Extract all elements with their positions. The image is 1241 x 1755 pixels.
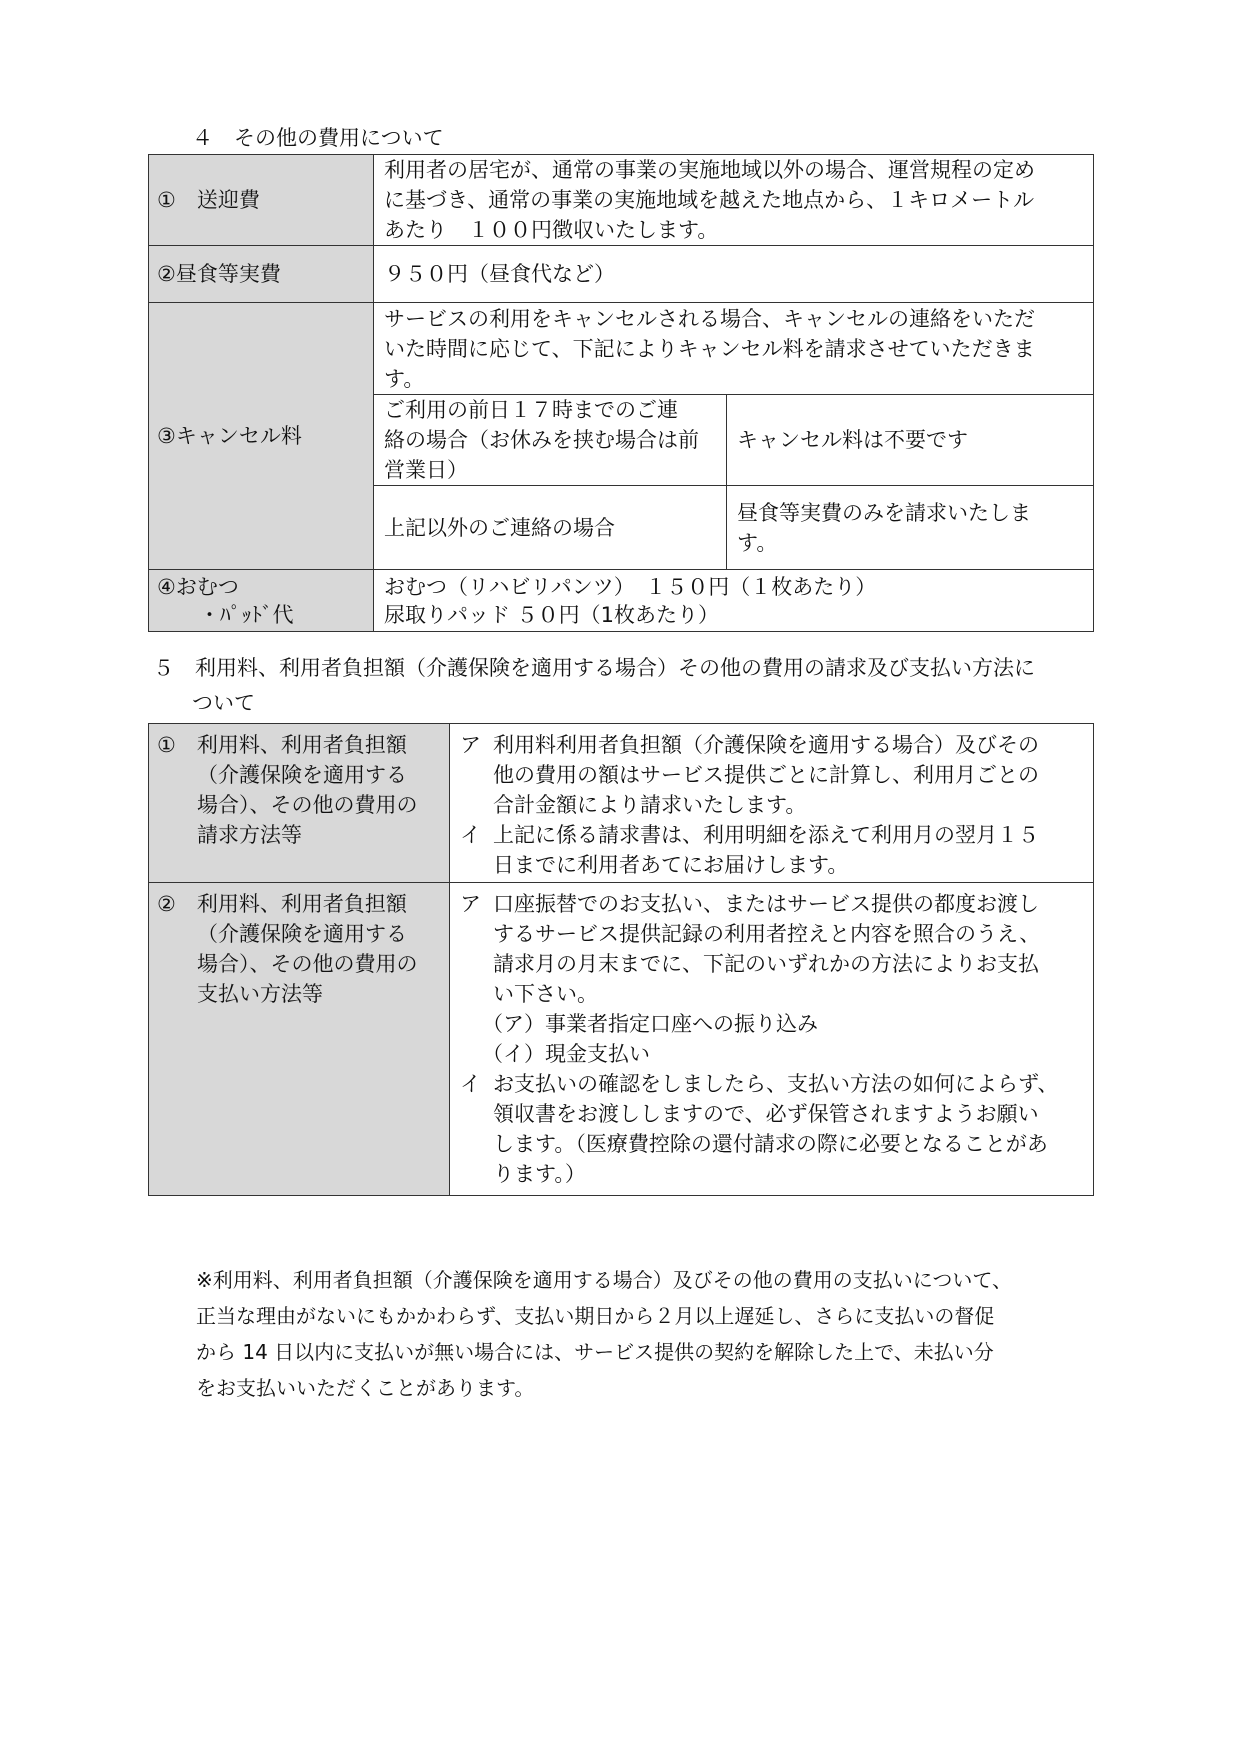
row-meal-fee — [149, 246, 1094, 303]
text-line: ご利用の前日１７時までのご連 — [384, 398, 678, 422]
text-line: に基づき、通常の事業の実施地域を越えた地点から、１キロメートル — [384, 188, 1035, 212]
text-line: ※利用料、利用者負担額（介護保険を適用する場合）及びその他の費用の支払いについて、 — [196, 1268, 1012, 1292]
text-line: します。（医療費控除の還付請求の際に必要となることがあ — [493, 1132, 1048, 1156]
text-line: 領収書をお渡ししますので、必ず保管されますようお願い — [493, 1102, 1039, 1126]
item-mark: イ — [460, 1072, 481, 1096]
section5-heading: ５ 利用料、利用者負担額（介護保険を適用する場合）その他の費用の請求及び支払い方法に — [153, 656, 1035, 680]
cancel-fee-value — [727, 395, 1094, 486]
cancel-fee-label: ③キャンセル料 — [149, 303, 374, 570]
text-line: 尿取りパッド ５０円（1枚あたり） — [384, 602, 720, 627]
transport-fee-detail — [374, 155, 1094, 246]
row-payment-method — [149, 883, 1094, 1196]
text-line: （ア）事業者指定口座への振り込み — [482, 1012, 818, 1036]
row-diaper-fee — [149, 570, 1094, 632]
text-line: （イ）現金支払い — [482, 1042, 650, 1066]
row-cancel-fee-intro — [149, 303, 1094, 395]
text-line: 日までに利用者あてにお届けします。 — [493, 853, 849, 877]
list-item — [460, 1069, 1093, 1189]
diaper-fee-detail — [374, 570, 1094, 632]
text-line: をお支払いいただくことがあります。 — [196, 1376, 535, 1400]
text-line: いた時間に応じて、下記によりキャンセル料を請求させていただきま — [384, 336, 1035, 361]
text-line: キャンセル料は不要です — [737, 428, 968, 452]
list-item — [460, 889, 1093, 1009]
diaper-fee-label — [149, 570, 374, 632]
text-line: 場合）、その他の費用の — [197, 952, 418, 976]
transport-fee-label: ① 送迎費 — [149, 155, 374, 246]
meal-fee-label: ②昼食等実費 — [149, 246, 374, 303]
list-item — [460, 1009, 1093, 1069]
text-line: 利用者の居宅が、通常の事業の実施地域以外の場合、運営規程の定め — [384, 158, 1035, 182]
text-line: 口座振替でのお支払い、またはサービス提供の都度お渡し — [493, 892, 1039, 916]
text-line: ① 利用料、利用者負担額 — [157, 733, 407, 757]
text-line: す。 — [384, 366, 425, 391]
text-line: 上記に係る請求書は、利用明細を添えて利用月の翌月１５ — [493, 823, 1039, 847]
text-line: 支払い方法等 — [197, 982, 323, 1006]
text-line: 請求月の月末までに、下記のいずれかの方法によりお支払 — [493, 952, 1039, 976]
text-line: す。 — [737, 530, 778, 555]
text-line: サービスの利用をキャンセルされる場合、キャンセルの連絡をいただ — [384, 306, 1035, 331]
text-line: （介護保険を適用する — [197, 763, 407, 787]
text-line: 昼食等実費のみを請求いたしま — [737, 500, 1031, 525]
text-line: 利用料利用者負担額（介護保険を適用する場合）及びその — [493, 733, 1039, 757]
other-fees-table — [148, 154, 1094, 632]
text-line: お支払いの確認をしましたら、支払い方法の如何によらず、 — [493, 1072, 1059, 1096]
text-line: 上記以外のご連絡の場合 — [384, 515, 615, 540]
text-line: 他の費用の額はサービス提供ごとに計算し、利用月ごとの — [493, 763, 1039, 787]
billing-method-label — [149, 724, 450, 883]
text-line: 絡の場合（お休みを挟む場合は前 — [384, 428, 699, 452]
text-line: 正当な理由がないにもかかわらず、支払い期日から２月以上遅延し、さらに支払いの督促 — [196, 1304, 995, 1328]
item-mark: イ — [460, 823, 481, 847]
billing-payment-table — [148, 723, 1094, 1196]
list-item — [460, 820, 1093, 880]
list-item — [460, 730, 1093, 820]
text-line: ④おむつ — [157, 574, 239, 599]
text-line: （介護保険を適用する — [197, 922, 407, 946]
text-line: するサービス提供記録の利用者控えと内容を照合のうえ、 — [493, 922, 1041, 946]
text-line: あたり １００円徴収いたします。 — [384, 218, 719, 242]
text-line: い下さい。 — [493, 982, 598, 1006]
text-line: おむつ（リハビリパンツ） １５０円（１枚あたり） — [384, 574, 877, 599]
row-transport-fee — [149, 155, 1094, 246]
text-line: ります。） — [493, 1162, 586, 1186]
cancel-condition — [374, 486, 727, 570]
text-line: ② 利用料、利用者負担額 — [157, 892, 407, 916]
cancel-fee-value — [727, 486, 1094, 570]
text-line: 場合）、その他の費用の — [197, 793, 418, 817]
section4-heading: ４ その他の費用について — [192, 126, 444, 150]
text-line: 営業日） — [384, 458, 468, 482]
billing-method-detail — [450, 724, 1094, 883]
text-line: ・ﾊﾟｯﾄﾞ代 — [199, 602, 294, 627]
text-line: 合計金額により請求いたします。 — [493, 793, 807, 817]
section5-heading-cont: ついて — [192, 691, 255, 715]
text-line: 請求方法等 — [197, 823, 302, 847]
payment-method-detail — [450, 883, 1094, 1196]
payment-delay-note — [196, 1262, 1012, 1406]
item-mark: ア — [460, 892, 481, 916]
row-billing-method — [149, 724, 1094, 883]
payment-method-label — [149, 883, 450, 1196]
cancel-fee-intro — [374, 303, 1094, 395]
cancel-condition — [374, 395, 727, 486]
text-line: から 14 日以内に支払いが無い場合には、サービス提供の契約を解除した上で、未払い分 — [196, 1340, 994, 1364]
text-line: ９５０円（昼食代など） — [384, 262, 615, 286]
meal-fee-detail — [374, 246, 1094, 303]
item-mark: ア — [460, 733, 481, 757]
